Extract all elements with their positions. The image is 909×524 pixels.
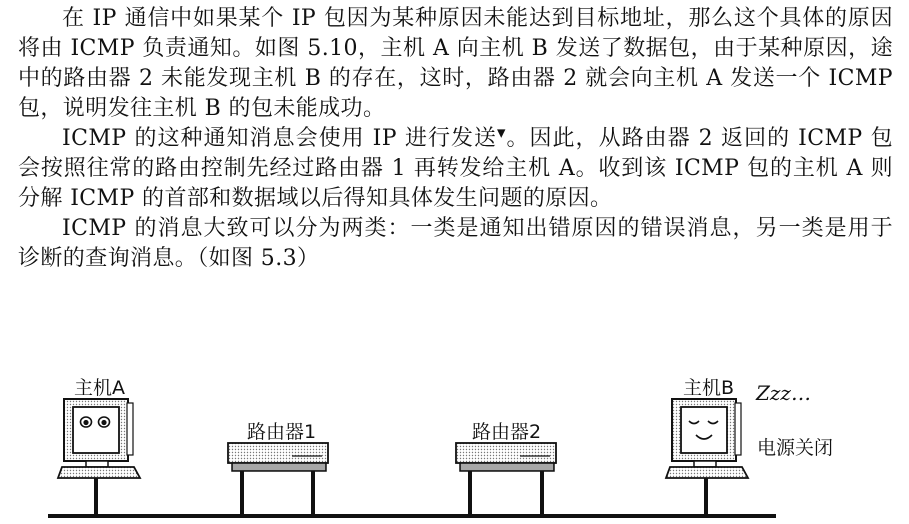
router1-label: 路由器1 bbox=[247, 421, 317, 443]
router2-cable-left bbox=[468, 471, 472, 515]
sleep-indicator: Zzz… bbox=[756, 381, 811, 405]
paragraph-3: ICMP 的消息大致可以分为两类：一类是通知出错原因的错误消息，另一类是用于诊断的查询消息。（如图 5.3） bbox=[18, 216, 893, 271]
paragraph-2-text-after: 。因此，从路由器 2 返回的 ICMP 包会按照往常的路由控制先经过路由器 1 再转发给主机 A。收到该 ICMP 包的主机 A 则分解 ICMP 的首部和数据域以后得知具体发生问题的原因。 bbox=[18, 126, 893, 211]
router2-cable-right bbox=[540, 471, 544, 515]
host-a-computer bbox=[58, 399, 140, 478]
router1-cable-right bbox=[311, 471, 315, 515]
router2-label: 路由器2 bbox=[472, 421, 542, 443]
paragraph-1: 在 IP 通信中如果某个 IP 包因为某种原因未能达到目标地址，那么这个具体的原因将由 ICMP 负责通知。如图 5.10，主机 A 向主机 B 发送了数据包，由于某种原因，途中的路由器 2 未能发现主机 B 的存在，这时，路由器 2 就会向主机 A 发送一个 ICMP 包，说明发往主机 B 的包未能成功。 bbox=[18, 6, 893, 121]
body-text bbox=[18, 4, 893, 274]
host-b-label: 主机B bbox=[683, 377, 735, 399]
paragraph-2-text-before: ICMP 的这种通知消息会使用 IP 进行发送 bbox=[62, 126, 498, 151]
host-a-label: 主机A bbox=[74, 377, 125, 399]
power-off-label: 电源关闭 bbox=[757, 437, 834, 459]
router-2 bbox=[456, 443, 556, 471]
router-1 bbox=[228, 443, 328, 471]
paragraph-2 bbox=[18, 124, 893, 214]
host-b-computer bbox=[666, 399, 748, 478]
footnote-marker: ▼ bbox=[497, 126, 507, 140]
host-b-cable bbox=[704, 478, 708, 515]
network-bus bbox=[48, 514, 776, 518]
router1-cable-left bbox=[240, 471, 244, 515]
network-figure bbox=[0, 355, 909, 524]
host-a-cable bbox=[94, 478, 98, 515]
